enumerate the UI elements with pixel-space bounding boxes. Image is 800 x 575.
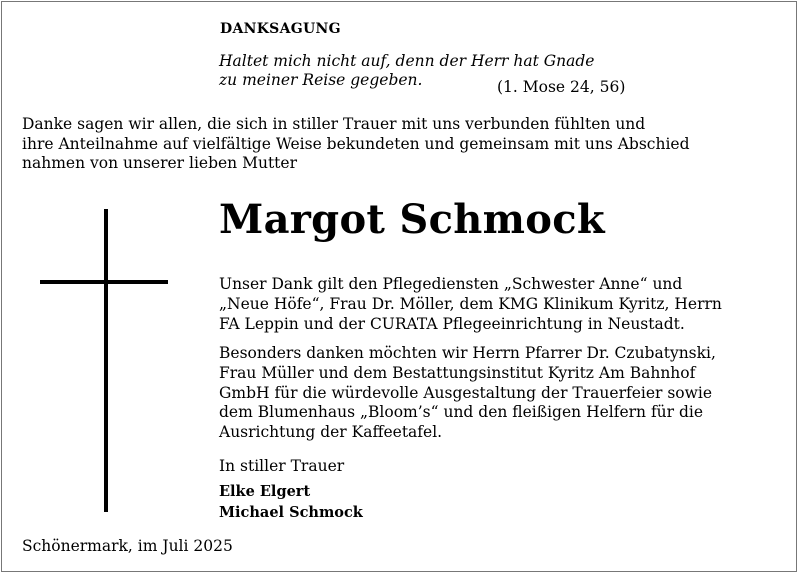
intro-line: ihre Anteilnahme auf vielfältige Weise bekundeten und gemeinsam mit uns Abschied bbox=[22, 134, 690, 153]
thanks-line: Unser Dank gilt den Pflegediensten „Schwester Anne“ und bbox=[219, 275, 683, 293]
intro-line: Danke sagen wir allen, die sich in stiller Trauer mit uns verbunden fühlten und bbox=[22, 115, 646, 133]
thanks-line: „Neue Höfe“, Frau Dr. Möller, dem KMG Klinikum Kyritz, Herrn bbox=[219, 294, 722, 313]
place-date: Schönermark, im Juli 2025 bbox=[22, 537, 233, 555]
signatory: Elke Elgert bbox=[219, 483, 311, 500]
deceased-name: Margot Schmock bbox=[219, 196, 605, 243]
intro-line: nahmen von unserer lieben Mutter bbox=[22, 154, 297, 172]
thanks-line: FA Leppin und der CURATA Pflegeeinrichtung in Neustadt. bbox=[219, 314, 685, 333]
verse-reference: (1. Mose 24, 56) bbox=[497, 78, 626, 96]
thanks-paragraph-1 bbox=[219, 275, 722, 334]
cross-icon-horizontal bbox=[40, 280, 168, 284]
thanks-line: GmbH für die würdevolle Ausgestaltung der Trauerfeier sowie bbox=[219, 383, 713, 402]
thanks-line: Besonders danken möchten wir Herrn Pfarrer Dr. Czubatynski, bbox=[219, 344, 716, 362]
cross-icon-vertical bbox=[104, 209, 108, 512]
thanks-paragraph-2 bbox=[219, 344, 716, 443]
signatory: Michael Schmock bbox=[219, 504, 363, 521]
mourning-phrase: In stiller Trauer bbox=[219, 457, 345, 475]
thanks-line: Ausrichtung der Kaffeetafel. bbox=[219, 423, 443, 442]
intro-text bbox=[22, 115, 690, 174]
verse-line: zu meiner Reise gegeben. bbox=[219, 71, 423, 89]
thanks-line: dem Blumenhaus „Bloom’s“ und den fleißigen Helfern für die bbox=[219, 403, 704, 422]
notice-heading: DANKSAGUNG bbox=[220, 21, 341, 37]
verse-line: Haltet mich nicht auf, denn der Herr hat Gnade bbox=[219, 52, 595, 70]
thanks-line: Frau Müller und dem Bestattungsinstitut Kyritz Am Bahnhof bbox=[219, 363, 696, 382]
